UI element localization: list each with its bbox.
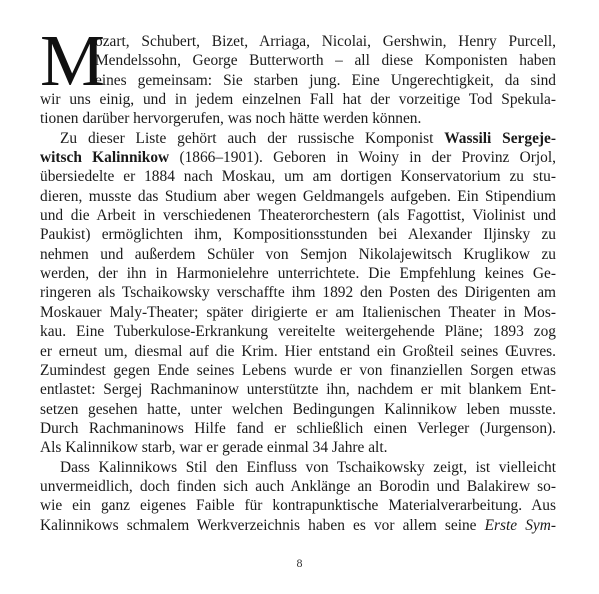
text-line: nehmen und außerdem Schüler von Semjon Nikolajewitsch Kruglikow zu [40,245,556,263]
text-line [40,516,556,535]
text-line: ozart, Schubert, Bizet, Arriaga, Nicolai, Gershwin, Henry Purcell, [95,33,556,50]
composer-name-bold: Wassili Sergeje- [444,129,556,147]
text-line: Mendelssohn, George Butterworth – all diese Komponisten haben [95,52,556,70]
text-line: werden, der ihn in Harmonielehre unterrichtete. Die Empfehlung keines Ge- [40,265,556,283]
text-line: Paukist) ermöglichten ihm, Kompositionsstunden bei Alexander Iljinsky zu [40,226,556,244]
drop-cap: M [40,20,105,101]
composer-name-bold: witsch Kalinnikow [40,149,170,167]
text-line [40,148,556,167]
text-line: dieren, musste das Studium aber wegen Geldmangels aufgeben. Ein Stipendium [40,187,556,205]
text-line: und die Arbeit in verschiedenen Theaterorchestern (als Fagottist, Violinist und [40,207,556,225]
text-line: Durch Rachmaninows Hilfe fand er schließlich einen Verleger (Jurgenson). [40,419,556,437]
text-line: wie ein ganz eigenes Faible für kontrapunktische Materialverarbeitung. Aus [40,497,556,515]
text-fragment: Kalinnikows schmalem Werkverzeichnis haben es vor allem seine [40,516,485,534]
text-line: Als Kalinnikow starb, war er gerade einmal 34 Jahre alt. [40,439,388,457]
text-fragment: (1866–1901). Geboren in Woiny in der Provinz Orjol, [169,149,556,167]
page-body [40,20,556,535]
work-title-italic: Erste Sym- [484,516,556,534]
text-line: Zumindest gegen Ende seines Lebens wurde er von finanziellen Sorgen etwas [40,361,556,379]
text-line: übersiedelte er 1884 nach Moskau, um am dortigen Konservatorium zu stu- [40,168,556,186]
text-line: ringeren als Tschaikowsky verschaffte ihm 1892 den Posten des Dirigenten am [40,284,556,302]
text-line: tionen darüber hervorgerufen, was noch hätte werden können. [40,110,422,128]
page-number: 8 [296,556,303,570]
text-line: Dass Kalinnikows Stil den Einfluss von Tschaikowsky zeigt, ist vielleicht [60,458,556,476]
paragraph-3 [40,458,556,535]
text-line: kau. Eine Tuberkulose-Erkrankung vereitelte weitergehende Pläne; 1893 zog [40,323,556,341]
text-line: unvermeidlich, doch finden sich auch Anklänge an Borodin und Balakirew so- [40,477,556,495]
text-line: entlastet: Sergej Rachmaninow unterstützte ihn, nachdem er mit blankem Ent- [40,381,556,399]
text-line [40,129,556,148]
text-line: er erneut um, diesmal auf die Krim. Hier entstand ein Großteil seines Œuvres. [40,342,556,360]
text-line: wir uns einig, und in jedem einzelnen Fall hat der vorzeitige Tod Spekula- [40,91,556,109]
text-line: Moskauer Maly-Theater; später dirigierte er am Italienischen Theater in Mos- [40,303,556,321]
paragraph-2 [40,129,556,458]
text-line: eines gemeinsam: Sie starben jung. Eine Ungerechtigkeit, da sind [95,71,556,89]
paragraph-1 [40,20,556,129]
text-line: setzen gesehen hatte, unter welchen Bedingungen Kalinnikow leben musste. [40,400,556,418]
text-fragment: Zu dieser Liste gehört auch der russische Komponist [60,129,445,147]
